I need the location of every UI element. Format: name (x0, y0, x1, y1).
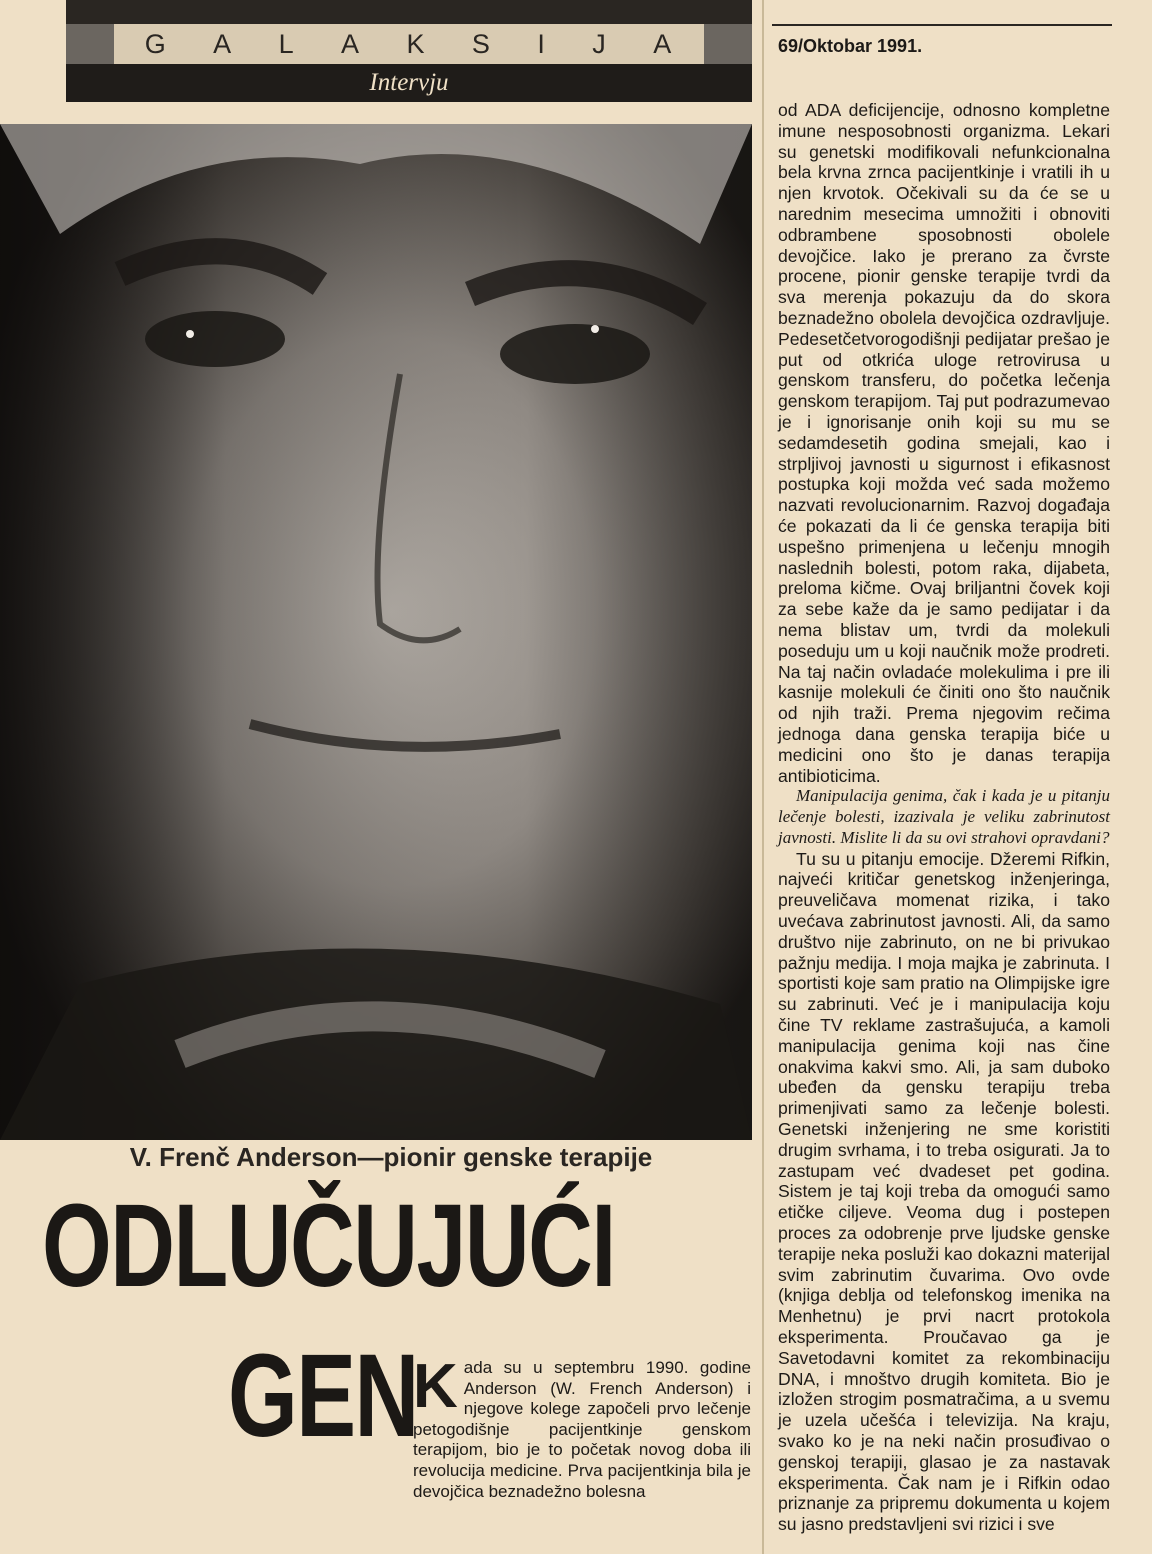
magazine-nameplate (66, 24, 752, 64)
nameplate-block-left (66, 24, 114, 64)
letter: I (537, 28, 547, 59)
article-column (778, 100, 1110, 1535)
letter: A (653, 28, 674, 59)
interview-question: Manipulacija genima, čak i kada je u pitanju lečenje bolesti, izazivala je veliku zabrinutost javnosti. Mislite li da su ovi strahovi opravdani? (778, 786, 1110, 847)
section-title: Intervju (66, 64, 752, 102)
column-separator (762, 0, 764, 1554)
letter: K (406, 28, 427, 59)
letter: G (144, 28, 168, 59)
letter: A (213, 28, 234, 59)
letter: J (592, 28, 608, 59)
interview-answer: Tu su u pitanju emocije. Džeremi Rifkin, najveći kritičar genetskog inženjeringa, preuveličava momenat rizika, i tako uvećava zabrinutost javnosti. Ali, da samo društvo nije zabrinuto, on ne bi privukao pažnju medija. I moja majka je zabrinuta. I sportisti koje sam pratio na Olimpijske igre su zabrinuti. Već je i manipulacija koju čine TV reklame zastrašujuća, a kamoli manipulacija genima koji nas čine onakvima kakvi smo. Ali, ja sam duboko ubeđen da gensku terapiju treba primenjivati samo za lečenje bolesti. Genetski inženjering ne sme koristiti drugim svrhama, i to treba osigurati. Ja to zastupam već dvadeset pet godina. Sistem je taj koji treba da omogući samo etičke ciljeve. Veoma dug i postepen proces za odobrenje prve ljudske genske terapije neka posluži kao dokazni materijal svim zabrinutim čuvarima. Ovo ovde (knjiga deblja od telefonskog imenika na Menhetnu) je prvi nacrt protokola eksperimenta. Proučavao ga je Savetodavni komitet za rekombinaciju DNA, i mnoštvo drugih komiteta. Bio je izložen strogim posmatračima, a u svemu je uzela učešća i televizija. Na kraju, svako ko je na neki način prosuđivao o genskoj terapiji, glasao je za nastavak eksperimenta. Čak nam je i Rifkin odao priznanje za pripremu dokumenta u kojem su jasno predstavljeni svi rizici i sve (778, 848, 1110, 1535)
top-black-bar (66, 0, 752, 24)
portrait-photo (0, 124, 752, 1140)
portrait-image (0, 124, 752, 1140)
intro-text: ada su u septembru 1990. godine Anderson (W. French Anderson) i njegove kolege započeli prvo lečenje petogodišnje pacijentkinje genskom terapijom, bio je to početak novog doba ili revolucija medicine. Prva pacijentkinja bila je devojčica beznadežno bolesna (413, 1358, 751, 1501)
article-paragraph: od ADA deficijencije, odnosno kompletne imune nesposobnosti organizma. Lekari su genetski modifikovali nefunkcionalna bela krvna zrnca pacijentkinje i vratili ih u njen krvotok. Očekivali su da će se u narednim mesecima umnožiti i obnoviti odbrambene sposobnosti obolele devojčice. Iako je prerano za čvrste procene, pionir genske terapije tvrdi da sva merenja pokazuju da do skora beznadežno obolela devojčica ozdravljuje. Pedesetčetvorogodišnji pedijatar prešao je put od otkrića uloge retrovirusa u genskom transferu, do početka lečenja genskom terapijom. Taj put podrazumevao je i ignorisanje onih koji su mu se sedamdesetih godina smejali, kao i strpljivoj javnosti u sigurnost i efikasnost postupka koji možda već sada možemo nazvati revolucionarnim. Razvoj događaja će pokazati da li će genska terapija biti uspešno primenjena u lečenju mnogih naslednih bolesti, potom raka, dijabeta, preloma kičme. Ovaj briljantni čovek koji za sebe kaže da je samo pedijatar i da nema blistav um, tvrdi da molekuli poseduju um u koji naučnik može prodreti. Na taj način ovladaće molekulima i pre ili kasnije molekuli će činiti ono što naučnik od njih traži. Prema njegovim rečima jednoga dana genska terapija biće u medicini ono što je danas terapija antibioticima. (778, 100, 1110, 786)
photo-caption: V. Frenč Anderson—pionir genske terapije (129, 1142, 653, 1172)
letter: S (471, 28, 492, 59)
magazine-name (114, 29, 704, 60)
headline-line1: ODLUČUJUĆI (42, 1180, 615, 1312)
headline-line2: GEN (228, 1330, 418, 1462)
letter: A (341, 28, 362, 59)
issue-number: 69/Oktobar 1991. (778, 36, 923, 56)
letter: L (278, 28, 296, 59)
intro-paragraph (413, 1352, 751, 1502)
drop-cap: K (413, 1352, 458, 1421)
issue-rule (772, 24, 1112, 26)
nameplate-block-right (704, 24, 752, 64)
